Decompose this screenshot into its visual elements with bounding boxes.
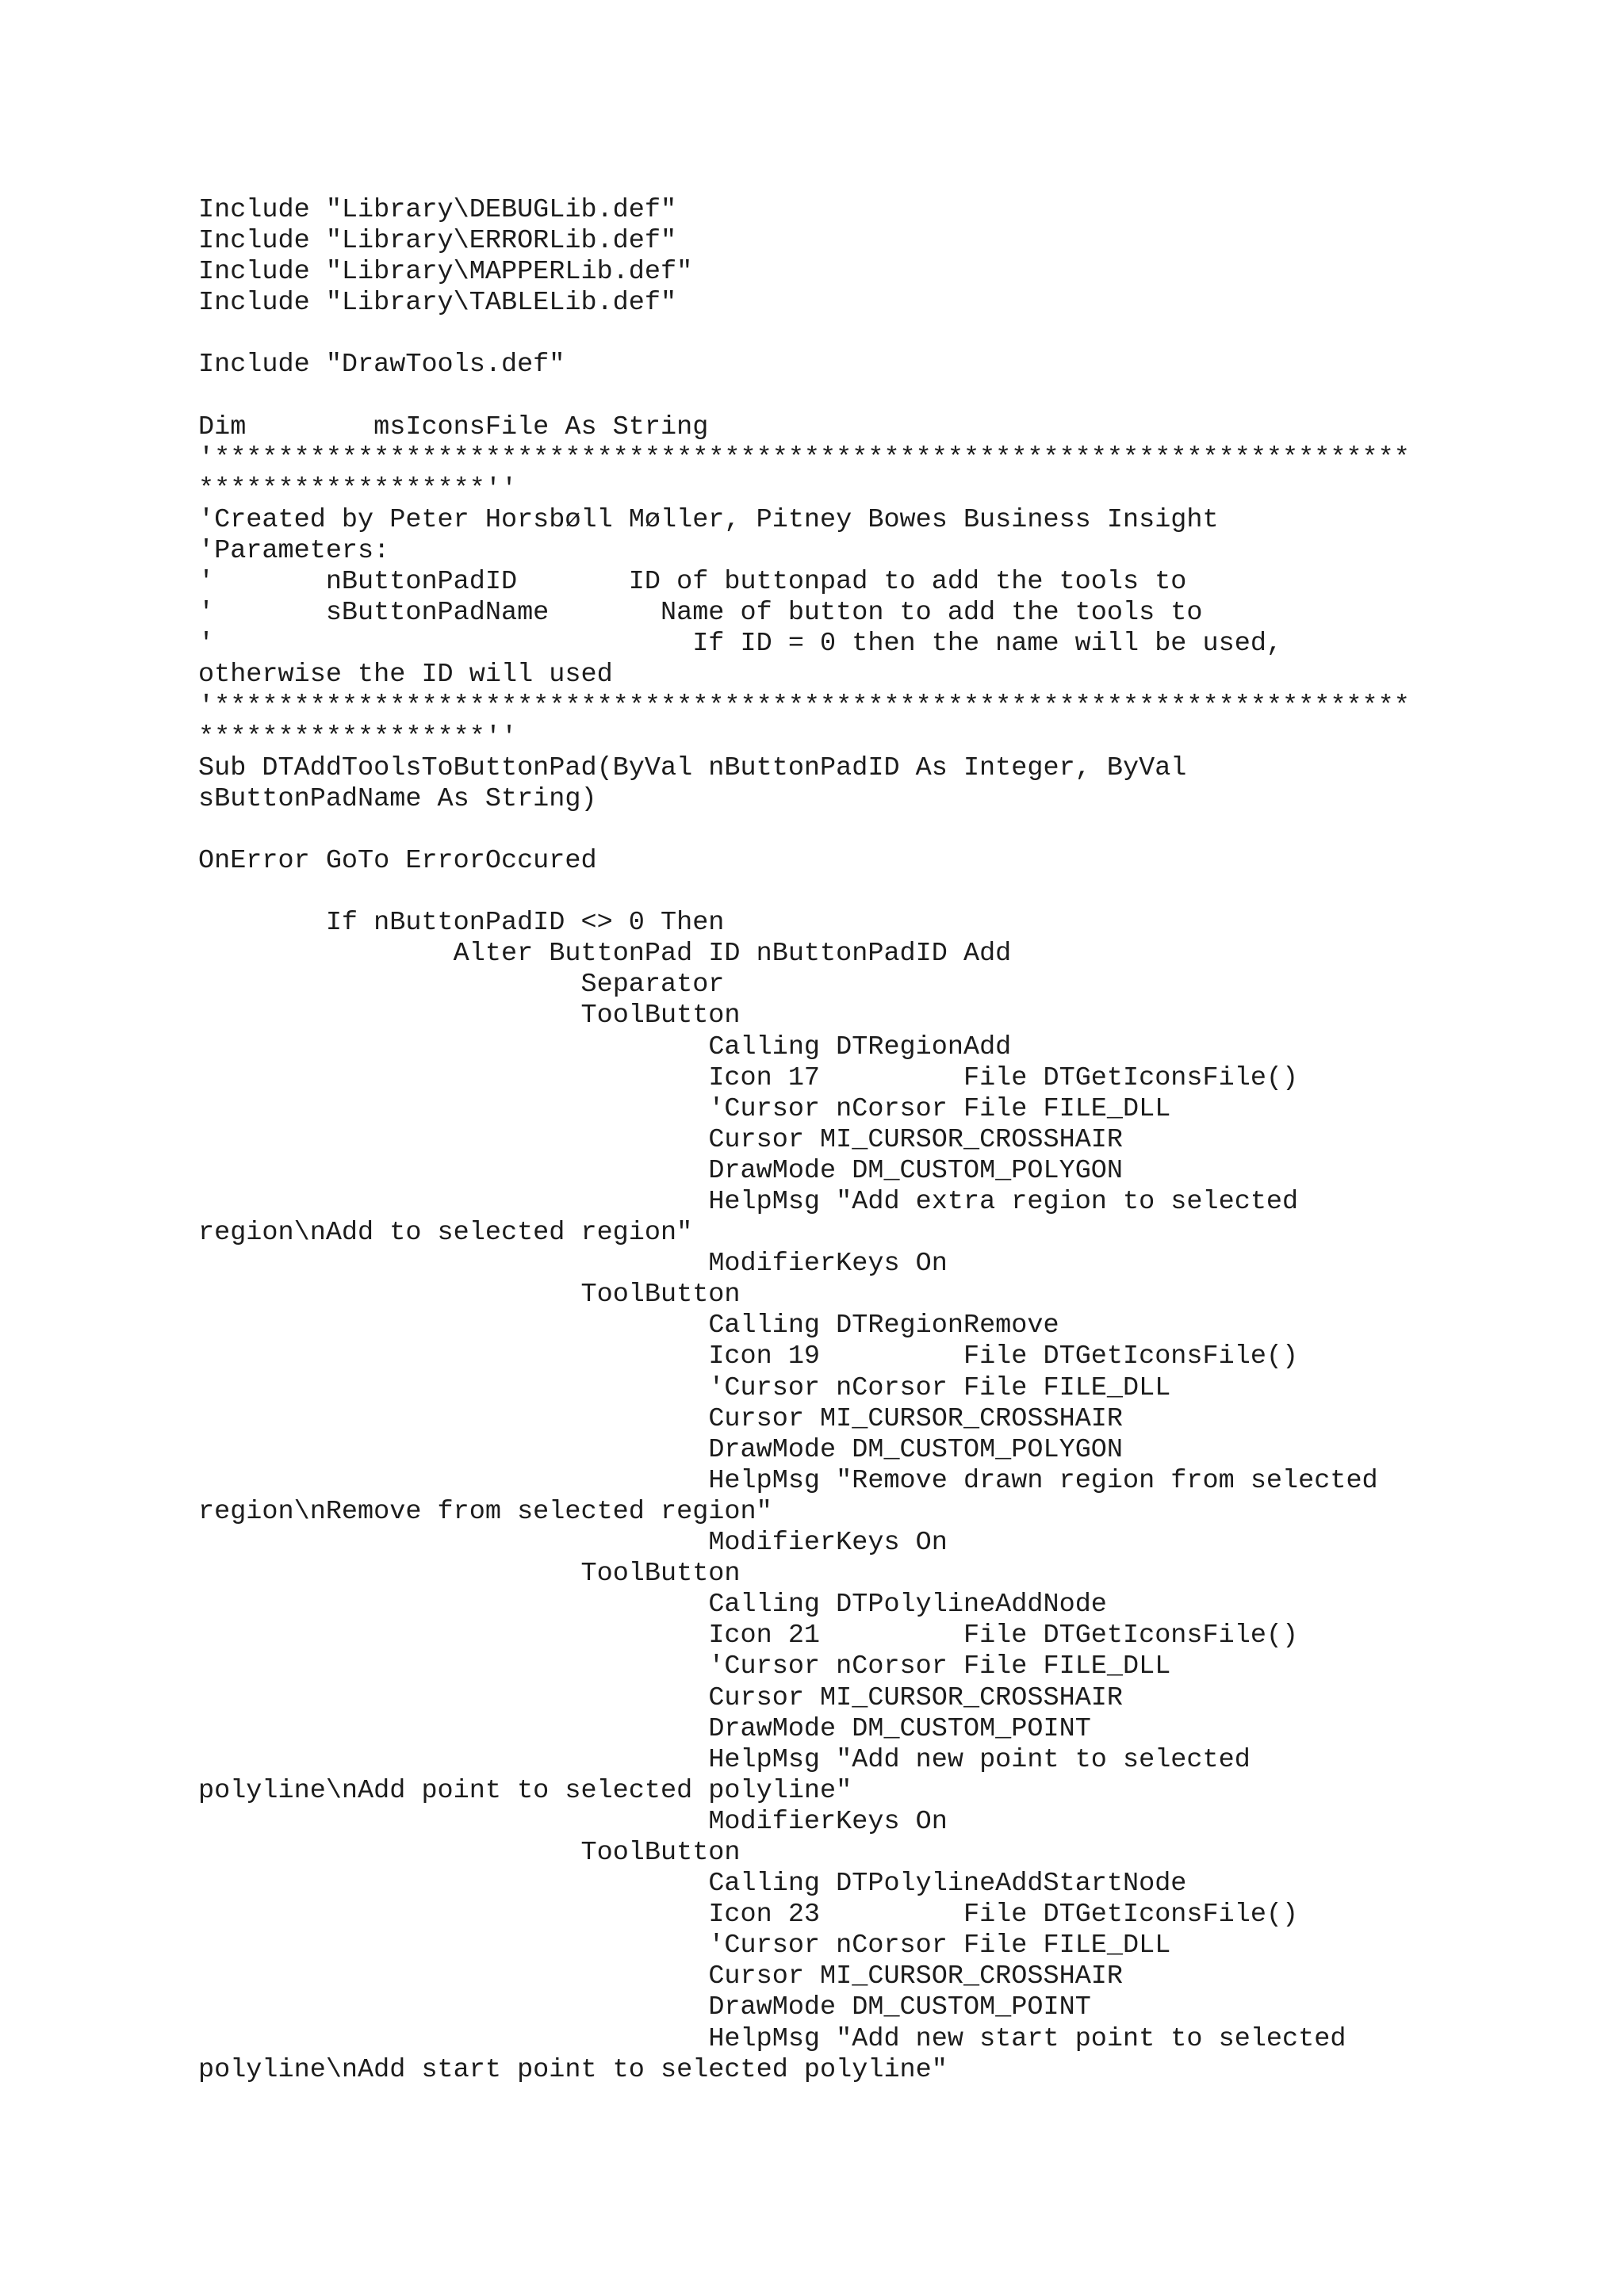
code-listing [198,195,1410,2086]
code-line: '*************************************************************************** [198,442,1410,473]
code-line: Calling DTPolylineAddStartNode [198,1869,1187,1900]
code-line [198,877,1410,908]
code-line: If nButtonPadID <> 0 Then [198,908,725,939]
code-line: Include "Library\DEBUGLib.def" [198,195,677,225]
code-line: HelpMsg "Add new point to selected [198,1744,1251,1775]
code-line: Include "Library\ERRORLib.def" [198,226,677,257]
code-line: ModifierKeys On [198,1249,948,1280]
code-line: ToolButton [198,1001,741,1031]
code-line: 'Cursor nCorsor File FILE_DLL [198,1372,1171,1403]
code-line: Calling DTPolylineAddNode [198,1590,1107,1621]
code-line: ******************'' [198,473,518,504]
code-line: Separator [198,970,725,1001]
code-line: ToolButton [198,1559,741,1590]
code-line: HelpMsg "Remove drawn region from selected [198,1465,1378,1496]
code-line: Cursor MI_CURSOR_CROSSHAIR [198,1961,1123,1992]
code-line: sButtonPadName As String) [198,783,597,814]
code-line: polyline\nAdd point to selected polyline" [198,1775,852,1806]
code-line: DrawMode DM_CUSTOM_POLYGON [198,1434,1123,1465]
code-line: Cursor MI_CURSOR_CROSSHAIR [198,1124,1123,1155]
code-line: Dim msIconsFile As String [198,411,709,442]
code-line: region\nRemove from selected region" [198,1496,772,1527]
code-line: DrawMode DM_CUSTOM_POINT [198,1713,1091,1744]
code-line: Icon 21 File DTGetIconsFile() [198,1621,1299,1651]
code-line: ' nButtonPadID ID of buttonpad to add the tools to [198,567,1187,598]
code-line: 'Cursor nCorsor File FILE_DLL [198,1931,1171,1961]
code-line: Icon 19 File DTGetIconsFile() [198,1341,1299,1372]
code-line: otherwise the ID will used [198,660,613,691]
code-line [198,319,1410,350]
code-line: ' If ID = 0 then the name will be used, [198,629,1283,660]
code-line: Cursor MI_CURSOR_CROSSHAIR [198,1682,1123,1713]
code-line: Icon 23 File DTGetIconsFile() [198,1900,1299,1931]
code-line: Include "Library\TABLELib.def" [198,288,677,319]
code-line: ToolButton [198,1837,741,1868]
code-line: Icon 17 File DTGetIconsFile() [198,1062,1299,1093]
code-line: DrawMode DM_CUSTOM_POINT [198,1992,1091,2023]
code-line: HelpMsg "Add new start point to selected [198,2023,1346,2054]
code-line [198,815,1410,846]
code-line: ' sButtonPadName Name of button to add the tools to [198,598,1203,629]
code-line: 'Cursor nCorsor File FILE_DLL [198,1093,1171,1124]
code-line: Calling DTRegionRemove [198,1311,1059,1341]
code-line: HelpMsg "Add extra region to selected [198,1187,1299,1217]
code-line: Alter ButtonPad ID nButtonPadID Add [198,939,1012,970]
code-line [198,381,1410,412]
code-line: 'Created by Peter Horsbøll Møller, Pitney Bowes Business Insight [198,504,1219,535]
code-line: region\nAdd to selected region" [198,1218,693,1249]
code-line: DrawMode DM_CUSTOM_POLYGON [198,1155,1123,1186]
code-line: ******************'' [198,721,518,752]
code-line: Include "DrawTools.def" [198,350,565,381]
code-line: Calling DTRegionAdd [198,1031,1012,1062]
code-line: 'Cursor nCorsor File FILE_DLL [198,1651,1171,1682]
code-line: 'Parameters: [198,536,390,567]
code-line: ToolButton [198,1280,741,1311]
code-line: Include "Library\MAPPERLib.def" [198,257,693,288]
code-line: Sub DTAddToolsToButtonPad(ByVal nButtonPadID As Integer, ByVal [198,752,1187,783]
code-line: polyline\nAdd start point to selected polyline" [198,2054,948,2085]
code-line: '*************************************************************************** [198,691,1410,721]
code-line: Cursor MI_CURSOR_CROSSHAIR [198,1403,1123,1434]
code-line: ModifierKeys On [198,1528,948,1559]
code-line: OnError GoTo ErrorOccured [198,845,597,876]
code-line: ModifierKeys On [198,1806,948,1837]
